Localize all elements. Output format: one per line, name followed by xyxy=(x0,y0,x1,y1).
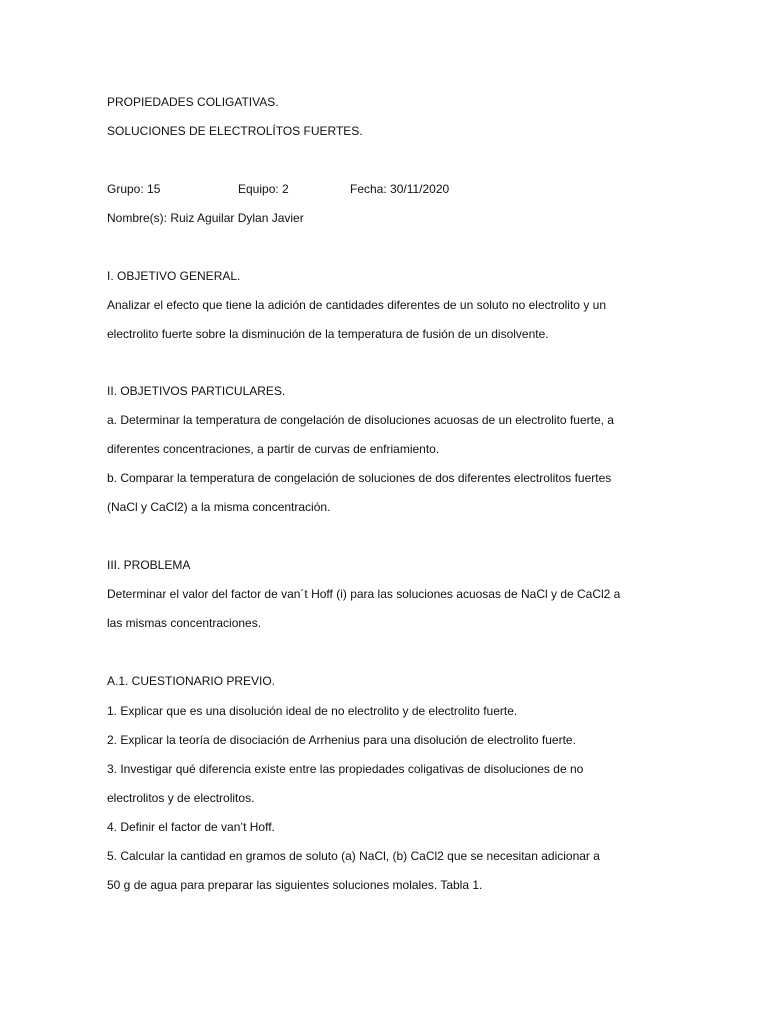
list-item: 50 g de agua para preparar las siguientes soluciones molales. Tabla 1. xyxy=(107,878,483,892)
document-subtitle: SOLUCIONES DE ELECTROLÍTOS FUERTES. xyxy=(107,124,363,138)
list-item: 1. Explicar que es una disolución ideal de no electrolito y de electrolito fuerte. xyxy=(107,704,518,718)
document-title: PROPIEDADES COLIGATIVAS. xyxy=(107,95,279,109)
paragraph-line: a. Determinar la temperatura de congelación de disoluciones acuosas de un electrolito fuerte, a xyxy=(107,413,614,427)
section-heading: I. OBJETIVO GENERAL. xyxy=(107,269,241,283)
list-item: 3. Investigar qué diferencia existe entre las propiedades coligativas de disoluciones de no xyxy=(107,762,584,776)
equipo-field: Equipo: 2 xyxy=(238,182,289,196)
fecha-field: Fecha: 30/11/2020 xyxy=(350,182,450,196)
paragraph-line: (NaCl y CaCl2) a la misma concentración. xyxy=(107,500,331,514)
paragraph-line: b. Comparar la temperatura de congelación de soluciones de dos diferentes electrolitos fuertes xyxy=(107,471,612,485)
paragraph-line: las mismas concentraciones. xyxy=(107,616,262,630)
section-heading: II. OBJETIVOS PARTICULARES. xyxy=(107,384,286,398)
list-item: 5. Calcular la cantidad en gramos de soluto (a) NaCl, (b) CaCl2 que se necesitan adicionar a xyxy=(107,849,600,863)
paragraph-line: Determinar el valor del factor de van´t Hoff (i) para las soluciones acuosas de NaCl y de CaCl2 a xyxy=(107,587,621,601)
section-heading: A.1. CUESTIONARIO PREVIO. xyxy=(107,674,276,688)
nombres-field: Nombre(s): Ruiz Aguilar Dylan Javier xyxy=(107,211,304,225)
list-item: electrolitos y de electrolitos. xyxy=(107,791,255,805)
paragraph-line: Analizar el efecto que tiene la adición de cantidades diferentes de un soluto no electrolito y un xyxy=(107,298,606,312)
list-item: 2. Explicar la teoría de disociación de Arrhenius para una disolución de electrolito fuerte. xyxy=(107,733,576,747)
info-row xyxy=(107,181,707,197)
paragraph-line: diferentes concentraciones, a partir de curvas de enfriamiento. xyxy=(107,442,440,456)
section-heading: III. PROBLEMA xyxy=(107,558,191,572)
paragraph-line: electrolito fuerte sobre la disminución de la temperatura de fusión de un disolvente. xyxy=(107,327,549,341)
list-item: 4. Definir el factor de van’t Hoff. xyxy=(107,820,275,834)
grupo-field: Grupo: 15 xyxy=(107,182,161,196)
